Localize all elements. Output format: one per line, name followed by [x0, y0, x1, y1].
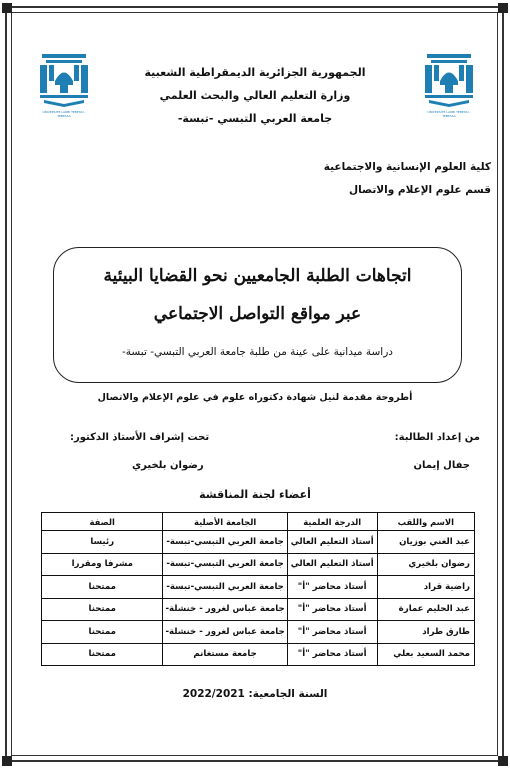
thesis-title-line1: اتجاهات الطلبة الجامعيين نحو القضايا البيئية	[103, 266, 412, 286]
supervisor-name: رضوان بلخيري	[132, 460, 204, 471]
student-name: جفال إيمان	[413, 460, 470, 471]
member-university: جامعة مستغانم	[163, 643, 287, 666]
logo-caption: UNIVERSITE LARBI TEBESSI - TEBESSA	[427, 110, 471, 118]
republic-name: الجمهورية الجزائرية الديمقراطية الشعبية	[144, 66, 366, 79]
department-name: قسم علوم الإعلام والاتصال	[348, 184, 491, 196]
member-role: ممتحنا	[42, 643, 163, 666]
faculty-name: كلية العلوم الإنسانية والاجتماعية	[323, 161, 491, 173]
committee-title: أعضاء لجنة المناقشة	[199, 488, 311, 501]
committee-table	[41, 512, 475, 666]
member-name: رضوان بلخيري	[377, 553, 474, 576]
member-name: راضية قراد	[377, 576, 474, 599]
member-role: رئيسا	[42, 531, 163, 554]
member-rank: أستاذ محاضر "أ"	[287, 643, 377, 666]
member-role: مشرفا ومقررا	[42, 553, 163, 576]
member-rank: أستاذ محاضر "أ"	[287, 598, 377, 621]
university-logo-icon	[423, 52, 475, 118]
title-box	[53, 247, 462, 383]
academic-year: السنة الجامعية: 2022/2021	[182, 688, 328, 700]
table-row	[42, 643, 475, 666]
corner-ornament	[498, 3, 508, 13]
column-header: الاسم واللقب	[377, 513, 474, 531]
university-name: جامعة العربي التبسي -تبسة-	[177, 112, 333, 125]
member-university: جامعة العربي التبسي-تبسة-	[163, 531, 287, 554]
ministry-name: وزارة التعليم العالي والبحث العلمي	[159, 89, 351, 102]
corner-ornament	[2, 756, 12, 766]
corner-ornament	[498, 756, 508, 766]
member-rank: أستاذ محاضر "أ"	[287, 621, 377, 644]
thesis-subtitle: دراسة ميدانية على عينة من طلبة جامعة العربي التبسي- تبسة-	[122, 346, 393, 358]
member-university: جامعة عباس لغرور - خنشلة-	[163, 621, 287, 644]
corner-ornament	[2, 3, 12, 13]
column-header: الدرجة العلمية	[287, 513, 377, 531]
table-row	[42, 598, 475, 621]
column-header: الصفة	[42, 513, 163, 531]
prepared-by-label: من إعداد الطالبة:	[394, 432, 480, 443]
member-university: جامعة العربي التبسي-تبسة-	[163, 576, 287, 599]
table-header-row	[42, 513, 475, 531]
supervisor-label: تحت إشراف الأستاذ الدكتور:	[70, 432, 210, 443]
member-rank: أستاذ محاضر "أ"	[287, 576, 377, 599]
member-university: جامعة العربي التبسي-تبسة-	[163, 553, 287, 576]
member-rank: أستاذ التعليم العالي	[287, 531, 377, 554]
logo-caption: UNIVERSITE LARBI TEBESSI - TEBESSA	[42, 110, 86, 118]
member-name: عبد الحليم عمارة	[377, 598, 474, 621]
member-name: طارق طراد	[377, 621, 474, 644]
thesis-title-line2: عبر مواقع التواصل الاجتماعي	[153, 304, 362, 324]
member-role: ممتحنا	[42, 576, 163, 599]
table-row	[42, 576, 475, 599]
member-name: محمد السعيد بعلي	[377, 643, 474, 666]
member-role: ممتحنا	[42, 598, 163, 621]
member-name: عبد الغني بوزيان	[377, 531, 474, 554]
university-logo-icon	[38, 52, 90, 118]
member-university: جامعة عباس لغرور - خنشلة-	[163, 598, 287, 621]
member-role: ممتحنا	[42, 621, 163, 644]
member-rank: أستاذ التعليم العالي	[287, 553, 377, 576]
table-row	[42, 621, 475, 644]
column-header: الجامعة الأصلية	[163, 513, 287, 531]
table-row	[42, 553, 475, 576]
table-row	[42, 531, 475, 554]
thesis-degree-note: أطروحة مقدمة لنيل شهادة دكتوراه علوم في علوم الإعلام والاتصال	[97, 392, 413, 403]
